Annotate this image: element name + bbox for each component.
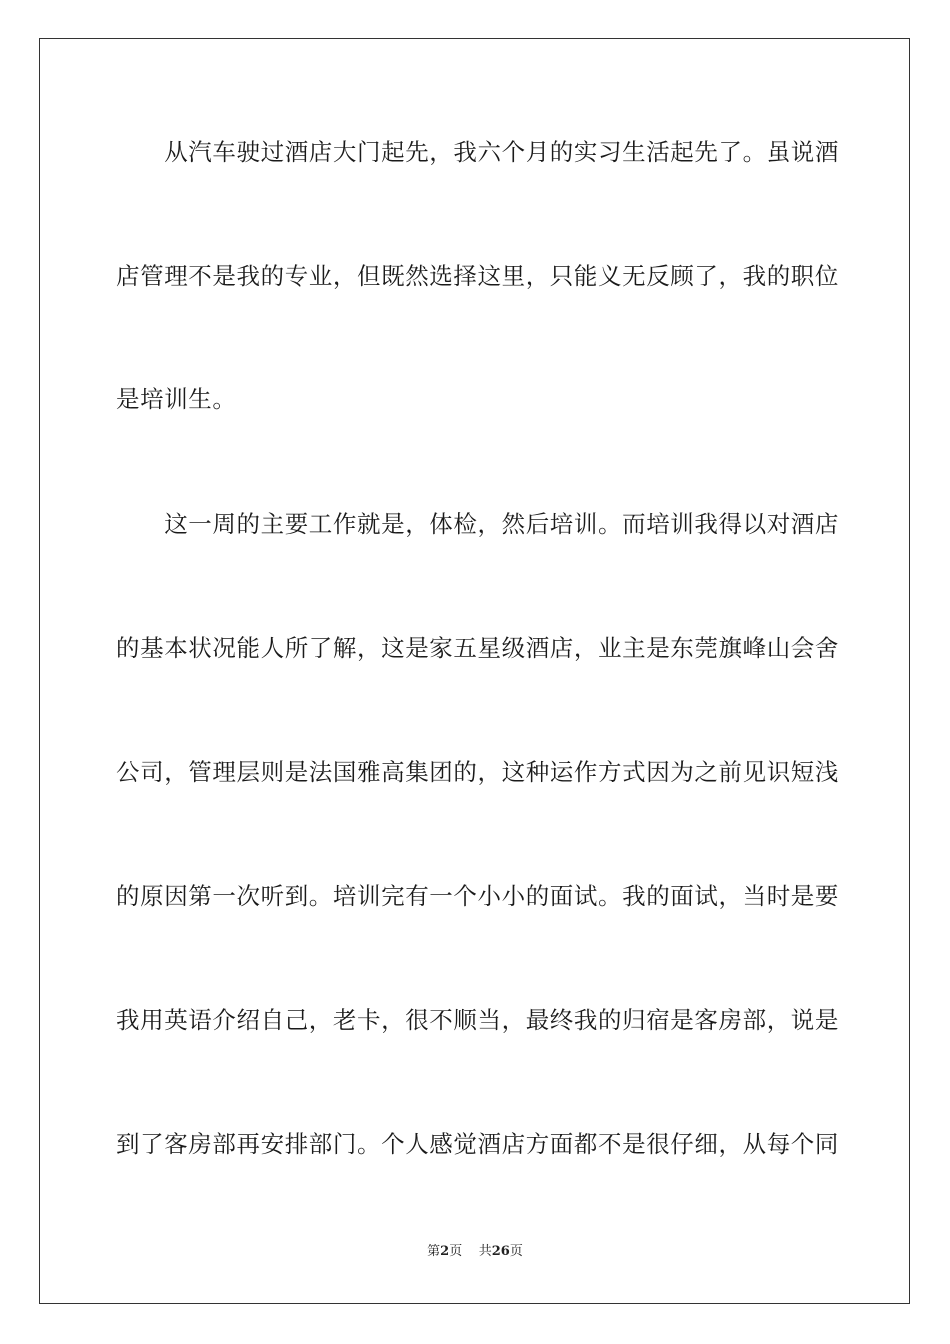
current-page-number: 2 bbox=[440, 1244, 450, 1259]
total-page-count: 26 bbox=[491, 1244, 510, 1259]
text-line-1: 从汽车驶过酒店大门起先，我六个月的实习生活起先了。虽说酒 bbox=[116, 138, 839, 166]
page-prefix: 第 bbox=[427, 1244, 441, 1259]
text-line-2: 店管理不是我的专业，但既然选择这里，只能义无反顾了，我的职位 bbox=[116, 262, 839, 290]
text-line-6: 公司，管理层则是法国雅高集团的，这种运作方式因为之前见识短浅 bbox=[116, 758, 839, 786]
page-footer bbox=[0, 1244, 950, 1260]
page-number bbox=[427, 1244, 462, 1259]
text-line-7: 的原因第一次听到。培训完有一个小小的面试。我的面试，当时是要 bbox=[116, 882, 839, 910]
text-line-9: 到了客房部再安排部门。个人感觉酒店方面都不是很仔细，从每个同 bbox=[116, 1130, 839, 1158]
text-line-4: 这一周的主要工作就是，体检，然后培训。而培训我得以对酒店 bbox=[116, 510, 839, 538]
total-prefix: 共 bbox=[478, 1244, 492, 1259]
text-line-3: 是培训生。 bbox=[116, 385, 237, 413]
text-line-5: 的基本状况能人所了解，这是家五星级酒店，业主是东莞旗峰山会舍 bbox=[116, 634, 839, 662]
total-suffix: 页 bbox=[509, 1244, 523, 1259]
page-suffix: 页 bbox=[449, 1244, 463, 1259]
page-border bbox=[39, 38, 910, 1304]
text-line-8: 我用英语介绍自己，老卡，很不顺当，最终我的归宿是客房部，说是 bbox=[116, 1006, 839, 1034]
page-total bbox=[479, 1244, 523, 1259]
